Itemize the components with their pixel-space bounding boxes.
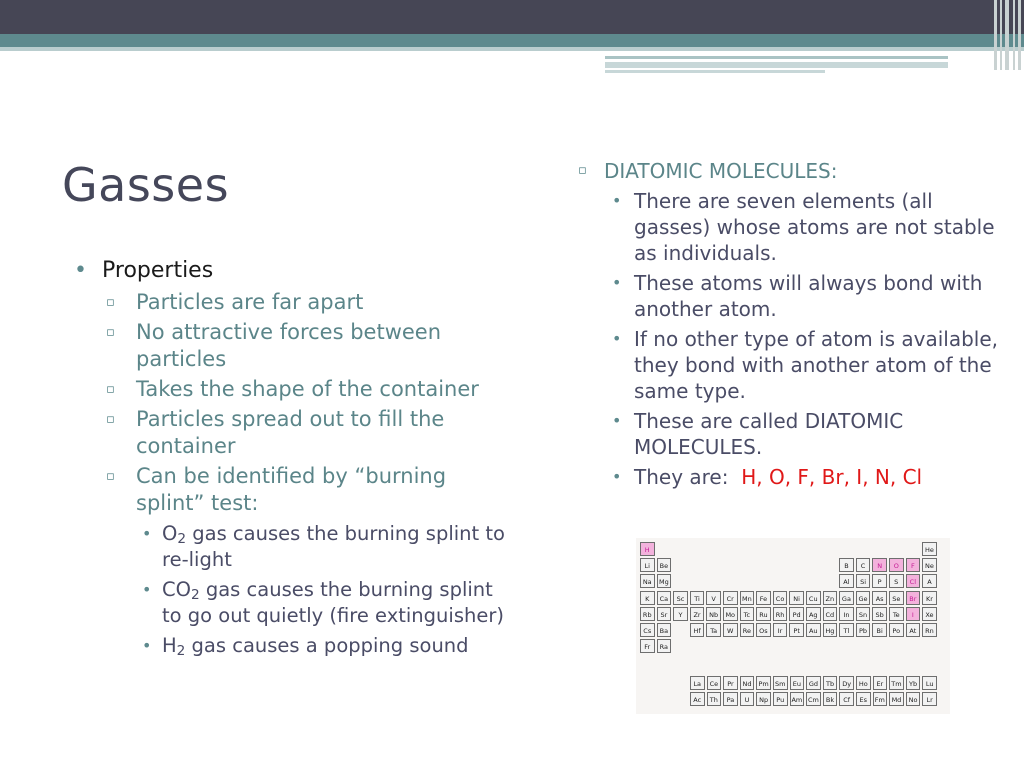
square-bullet-icon: ▫ [106, 382, 115, 397]
element-cell: A [922, 574, 937, 588]
list-item [604, 408, 998, 460]
element-cell: Tc [740, 607, 755, 621]
bullet-dot-icon: • [74, 258, 87, 283]
list-item-text: If no other type of atom is available, they bond with another atom of the same type. [634, 327, 999, 403]
diatomic-elements-list: H, O, F, Br, I, N, Cl [741, 465, 923, 489]
element-cell: Nd [740, 676, 755, 690]
element-cell: Na [640, 574, 655, 588]
element-cell: K [640, 591, 655, 605]
element-cell: Re [740, 623, 755, 637]
properties-heading: Properties [102, 258, 214, 283]
element-cell: Th [707, 692, 722, 706]
element-cell: Ce [707, 676, 722, 690]
formula-subscript: 2 [177, 531, 187, 547]
bullet-dot-icon: • [142, 524, 152, 543]
periodic-table-image [636, 538, 950, 714]
square-bullet-icon: ▫ [106, 412, 115, 427]
square-bullet-icon: ▫ [106, 295, 115, 310]
diatomic-column [578, 158, 998, 490]
list-item [100, 406, 514, 460]
sub-list-item [136, 633, 514, 659]
list-item [604, 326, 998, 404]
element-cell: B [839, 558, 854, 572]
list-item-text: Particles are far apart [136, 290, 364, 314]
element-cell: In [839, 607, 854, 621]
list-item-text: These are called DIATOMIC MOLECULES. [634, 409, 904, 459]
list-item-text: gas causes the burning splint to re-light [162, 522, 505, 571]
element-cell: W [723, 623, 738, 637]
they-are-label: They are: [634, 465, 729, 489]
element-cell: Cl [906, 574, 921, 588]
list-item [604, 464, 998, 490]
element-cell: Eu [790, 676, 805, 690]
element-cell: Gd [806, 676, 821, 690]
element-cell: Ac [690, 692, 705, 706]
element-cell: No [906, 692, 921, 706]
diatomic-heading: DIATOMIC MOLECULES: [604, 159, 838, 183]
element-cell: Hf [690, 623, 705, 637]
element-cell: V [706, 591, 721, 605]
element-cell: Y [673, 607, 688, 621]
element-cell: Sm [773, 676, 788, 690]
element-cell: Hg [823, 623, 838, 637]
header-bar-pale [0, 47, 1024, 51]
element-cell: Cf [839, 692, 854, 706]
element-cell: Pd [789, 607, 804, 621]
element-cell: Ge [856, 591, 871, 605]
element-cell: C [856, 558, 871, 572]
element-cell: Ra [657, 639, 672, 653]
element-cell: Ga [839, 591, 854, 605]
element-cell: Cu [806, 591, 821, 605]
element-cell: Tm [889, 676, 904, 690]
element-cell: U [740, 692, 755, 706]
element-cell: Mo [723, 607, 738, 621]
element-cell: Np [756, 692, 771, 706]
element-cell: Sn [856, 607, 871, 621]
formula-text: O [162, 522, 178, 545]
element-cell: Ni [789, 591, 804, 605]
list-item [100, 463, 514, 517]
element-cell: O [889, 558, 904, 572]
element-cell: Ir [773, 623, 788, 637]
element-cell: Bk [823, 692, 838, 706]
element-cell: Rh [773, 607, 788, 621]
element-cell: Fr [640, 639, 655, 653]
element-cell: Co [773, 591, 788, 605]
square-bullet-icon: ▫ [578, 163, 587, 178]
element-cell: Kr [922, 591, 937, 605]
element-cell: He [922, 542, 937, 556]
element-cell: Sr [657, 607, 672, 621]
element-cell: P [872, 574, 887, 588]
element-cell: Fe [756, 591, 771, 605]
element-cell: Si [856, 574, 871, 588]
element-cell: Mn [740, 591, 755, 605]
formula-text: H [162, 634, 177, 657]
slide-title: Gasses [62, 158, 230, 212]
element-cell: Pr [723, 676, 738, 690]
bullet-dot-icon: • [612, 329, 622, 348]
bullet-dot-icon: • [612, 411, 622, 430]
list-item-text: Can be identified by “burning splint” test: [136, 464, 447, 515]
element-cell: Ca [657, 591, 672, 605]
element-cell: Bi [872, 623, 887, 637]
element-cell: S [889, 574, 904, 588]
sub-list-item [136, 577, 514, 629]
element-cell: Pm [756, 676, 771, 690]
element-cell: Er [873, 676, 888, 690]
list-item [604, 188, 998, 266]
element-cell: Tb [823, 676, 838, 690]
element-cell: Te [889, 607, 904, 621]
element-cell: Lu [922, 676, 937, 690]
element-cell: Al [839, 574, 854, 588]
element-cell: Am [790, 692, 805, 706]
list-item-text: Takes the shape of the container [136, 377, 479, 401]
square-bullet-icon: ▫ [106, 469, 115, 484]
diatomic-heading-item [578, 158, 998, 184]
element-cell: H [640, 542, 655, 556]
element-cell: Ag [806, 607, 821, 621]
element-cell: Os [756, 623, 771, 637]
list-item-text: No attractive forces between particles [136, 320, 442, 371]
sub-list-item [136, 521, 514, 573]
element-cell: Se [889, 591, 904, 605]
element-cell: Ti [690, 591, 705, 605]
element-cell: Ba [657, 623, 672, 637]
list-item-text: There are seven elements (all gasses) whose atoms are not stable as individuals. [634, 189, 995, 265]
element-cell: N [872, 558, 887, 572]
bullet-properties [74, 256, 514, 286]
element-cell: La [690, 676, 705, 690]
element-cell: Cm [806, 692, 821, 706]
list-item [604, 270, 998, 322]
element-cell: Pb [856, 623, 871, 637]
element-cell: Pu [773, 692, 788, 706]
element-cell: Fm [873, 692, 888, 706]
decorative-line [605, 56, 948, 59]
decorative-line [605, 62, 948, 68]
formula-subscript: 2 [176, 643, 186, 659]
list-item [100, 319, 514, 373]
element-cell: Cr [723, 591, 738, 605]
bullet-dot-icon: • [612, 467, 622, 486]
list-item [100, 289, 514, 316]
element-cell: Md [889, 692, 904, 706]
element-cell: Rn [922, 623, 937, 637]
list-item-text: These atoms will always bond with another atom. [634, 271, 983, 321]
element-cell: Sc [673, 591, 688, 605]
bullet-dot-icon: • [142, 636, 152, 655]
element-cell: Po [889, 623, 904, 637]
element-cell: Pa [723, 692, 738, 706]
element-cell: Es [856, 692, 871, 706]
element-cell: Ne [922, 558, 937, 572]
properties-column [74, 256, 514, 659]
bullet-dot-icon: • [612, 191, 622, 210]
element-cell: Zn [823, 591, 838, 605]
element-cell: Sb [872, 607, 887, 621]
element-cell: As [872, 591, 887, 605]
element-cell: Li [640, 558, 655, 572]
element-cell: Br [906, 591, 921, 605]
element-cell: Ru [756, 607, 771, 621]
header-bar-teal [0, 34, 1024, 47]
header-bar-dark [0, 0, 1024, 34]
formula-subscript: 2 [190, 587, 200, 603]
element-cell: Ho [856, 676, 871, 690]
list-item-text: gas causes the burning splint to go out quietly (fire extinguisher) [162, 578, 504, 627]
element-cell: Zr [690, 607, 705, 621]
element-cell: Yb [906, 676, 921, 690]
element-cell: Dy [839, 676, 854, 690]
element-cell: Tl [839, 623, 854, 637]
element-cell: Xe [922, 607, 937, 621]
element-cell: Nb [706, 607, 721, 621]
decorative-line [605, 70, 825, 73]
element-cell: Ta [706, 623, 721, 637]
element-cell: Lr [922, 692, 937, 706]
element-cell: Cs [640, 623, 655, 637]
element-cell: F [906, 558, 921, 572]
element-cell: I [906, 607, 921, 621]
element-cell: At [906, 623, 921, 637]
formula-text: CO [162, 578, 191, 601]
element-cell: Rb [640, 607, 655, 621]
bullet-dot-icon: • [142, 580, 152, 599]
list-item-text: Particles spread out to fill the container [136, 407, 445, 458]
element-cell: Au [806, 623, 821, 637]
element-cell: Be [657, 558, 672, 572]
list-item-text: gas causes a popping sound [185, 634, 469, 657]
square-bullet-icon: ▫ [106, 325, 115, 340]
element-cell: Mg [657, 574, 672, 588]
bullet-dot-icon: • [612, 273, 622, 292]
element-cell: Pt [789, 623, 804, 637]
list-item [100, 376, 514, 403]
decorative-stripes [990, 0, 1024, 70]
element-cell: Cd [823, 607, 838, 621]
